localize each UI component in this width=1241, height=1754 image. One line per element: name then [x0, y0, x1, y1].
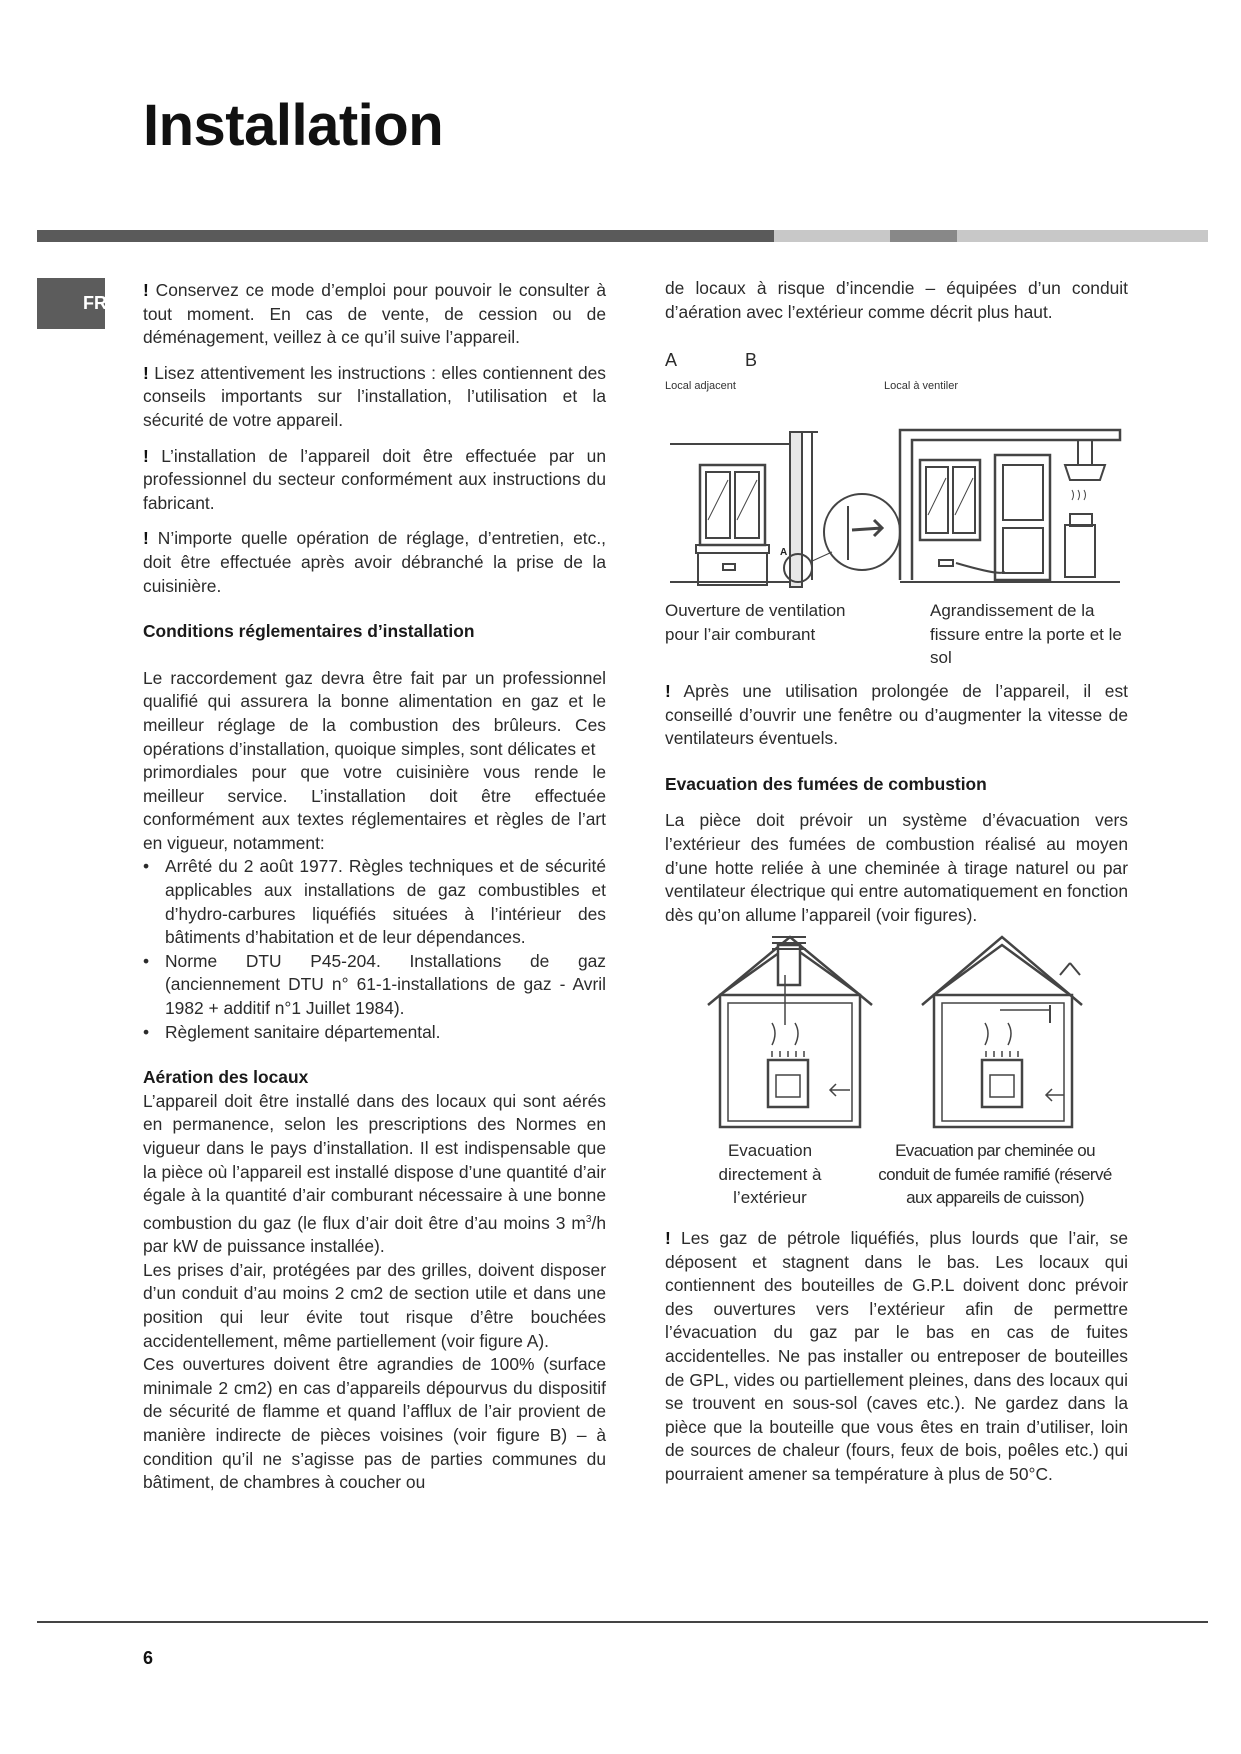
figure-letter-b: B: [745, 350, 758, 370]
header-bar-light: [774, 230, 1208, 242]
conditions-paragraph-b: primordiales pour que votre cuisinière vous rende le meilleur service. L’installation doit être effectuée conformément aux textes réglementaires et règles de l’art en vigueur, notamment:: [143, 762, 606, 853]
caption-figure-b: Agrandissement de la fissure entre la porte et le sol: [930, 601, 1122, 668]
figure-letter-a: A: [665, 350, 678, 370]
header-bar-dark: [37, 230, 774, 242]
exclamation-icon: !: [143, 280, 149, 300]
header-bar-mid: [890, 230, 957, 242]
evacuation-figures: [700, 935, 1100, 1135]
figure-a-ventilation-opening: [670, 432, 900, 587]
figure-marker-a: A: [780, 547, 788, 558]
conditions-paragraph-a: Le raccordement gaz devra être fait par un professionnel qualifié qui assurera la bonne alimentation en gaz et le meilleur réglage de la combustion des brûleurs. Ces opérations d’installation, quoique simples, sont délicates et: [143, 667, 606, 759]
warning-professional-install: ! L’installation de l’appareil doit être effectuée par un professionnel du secteur conformément aux instructions du fabricant.: [143, 445, 606, 513]
exclamation-icon: !: [143, 445, 149, 466]
warning-read-instructions: ! Lisez attentivement les instructions : elles contiennent des conseils importants sur l’installation, l’utilisation et la sécurité de votre appareil.: [143, 362, 606, 430]
exclamation-icon: !: [143, 528, 149, 549]
label-local-adjacent: Local adjacent: [665, 380, 736, 392]
figure-b-door-gap: [900, 430, 1120, 582]
figure-chimney-evacuation: [922, 937, 1082, 1127]
heading-conditions: Conditions réglementaires d’installation: [143, 621, 475, 642]
aeration-paragraph-2: Les prises d’air, protégées par des grilles, doivent disposer d’un conduit d’au moins 2 cm2 de section utile et dans une position qui leur évite tout risque d’être bouchées accidentellement, même partiellement (voir figure A).: [143, 1259, 606, 1351]
warning-ventilation: ! Après une utilisation prolongée de l’appareil, il est conseillé d’ouvrir une fenêtre ou d’augmenter la vitesse de ventilateurs éventuels.: [665, 681, 1128, 749]
language-tab: [37, 278, 105, 329]
right-column-bottom: [665, 680, 1128, 927]
ventilation-figures: [660, 420, 1140, 590]
warning-unplug: ! N’importe quelle opération de réglage, d’entretien, etc., doit être effectuée après avoir débranché la prise de la cuisinière.: [143, 528, 606, 596]
caption-figure-a: Ouverture de ventilation pour l’air comburant: [665, 601, 846, 644]
right-column-top: [665, 277, 1128, 324]
language-label: FR: [83, 293, 107, 313]
heading-aeration: Aération des locaux: [143, 1067, 309, 1088]
heading-evacuation: Evacuation des fumées de combustion: [665, 773, 987, 794]
aeration-paragraph-continued: de locaux à risque d’incendie – équipées d’un conduit d’aération avec l’extérieur comme décrit plus haut.: [665, 278, 1128, 322]
exclamation-icon: !: [665, 1228, 671, 1248]
aeration-paragraph-3: Ces ouvertures doivent être agrandies de 100% (surface minimale 2 cm2) en cas d’appareils dépourvus du dispositif de sécurité de flamme et quand l’afflux de l’air provient de manière indirecte de pièces voisines (voir figure B) – à condition qu’il ne s’agisse pas de parties communes du bâtiment, de chambres à coucher ou: [143, 1354, 606, 1493]
exclamation-icon: !: [143, 362, 149, 383]
label-local-ventiler: Local à ventiler: [884, 380, 958, 392]
warning-lpg: ! Les gaz de pétrole liquéfiés, plus lourds que l’air, se déposent et stagnent dans le bas. Les locaux qui contiennent des bouteilles de G.P.L doivent donc prévoir des ouvertures vers l’extérieur afin de permettre l’évacuation du gaz par le bas en cas de fuites accidentelles. Ne pas installer ou entreposer de bouteilles de GPL, vides ou partiellement pleines, dans des locaux qui se trouvent en sous-sol (caves etc.). Ne gardez dans la pièce que la bouteille que vous êtes en train d’utiliser, loin de sources de chaleur (fours, feux de bois, poêles etc.) qui pourraient amener sa température à plus de 50°C.: [665, 1228, 1128, 1484]
evacuation-paragraph: La pièce doit prévoir un système d’évacuation vers l’extérieur des fumées de combustion réalisé au moyen d’une hotte reliée à une cheminée à tirage naturel ou par ventilateur électrique qui entre automatiquement en fonction dès qu’on allume l’appareil (voir figures).: [665, 810, 1128, 925]
caption-direct-evacuation: Evacuation directement à l’extérieur: [718, 1141, 822, 1208]
caption-chimney-evacuation: Evacuation par cheminée ou conduit de fumée ramifié (réservé aux appareils de cuisson): [878, 1141, 1112, 1208]
page-number: 6: [143, 1648, 154, 1668]
list-item: • Norme DTU P45-204. Installations de gaz (anciennement DTU n° 61-1-installations de gaz - Avril 1982 + additif n°1 Juillet 1984).: [143, 950, 606, 1021]
left-column: [143, 279, 606, 1495]
right-column-lpg: [665, 1227, 1128, 1487]
exclamation-icon: !: [665, 681, 671, 701]
list-item: • Arrêté du 2 août 1977. Règles techniques et de sécurité applicables aux installations de gaz combustibles et d’hydro-carbures liquéfiés situées à l’intérieur des bâtiments d’habitation et de leur dépendances.: [143, 855, 606, 949]
page-title: Installation: [143, 93, 444, 158]
list-item: • Règlement sanitaire départemental.: [143, 1021, 606, 1045]
footer-rule: [37, 1621, 1208, 1623]
figure-direct-evacuation: [708, 937, 872, 1127]
warning-keep-manual: ! Conservez ce mode d’emploi pour pouvoir le consulter à tout moment. En cas de vente, de cession ou de déménagement, veillez à ce qu’il suive l’appareil.: [143, 280, 606, 348]
regulations-list: [143, 855, 606, 1044]
aeration-paragraph-1: L’appareil doit être installé dans des locaux qui sont aérés en permanence, selon les prescriptions des Normes en vigueur dans le pays d’installation. Il est indispensable que la pièce où l’appareil est installé dispose d’une quantité d’air égale à la quantité d’air comburant nécessaire à une bonne combustion du gaz (le flux d’air doit être d’au moins 3 $m^3/h$ par kW de puissance installée).: [143, 1090, 606, 1257]
